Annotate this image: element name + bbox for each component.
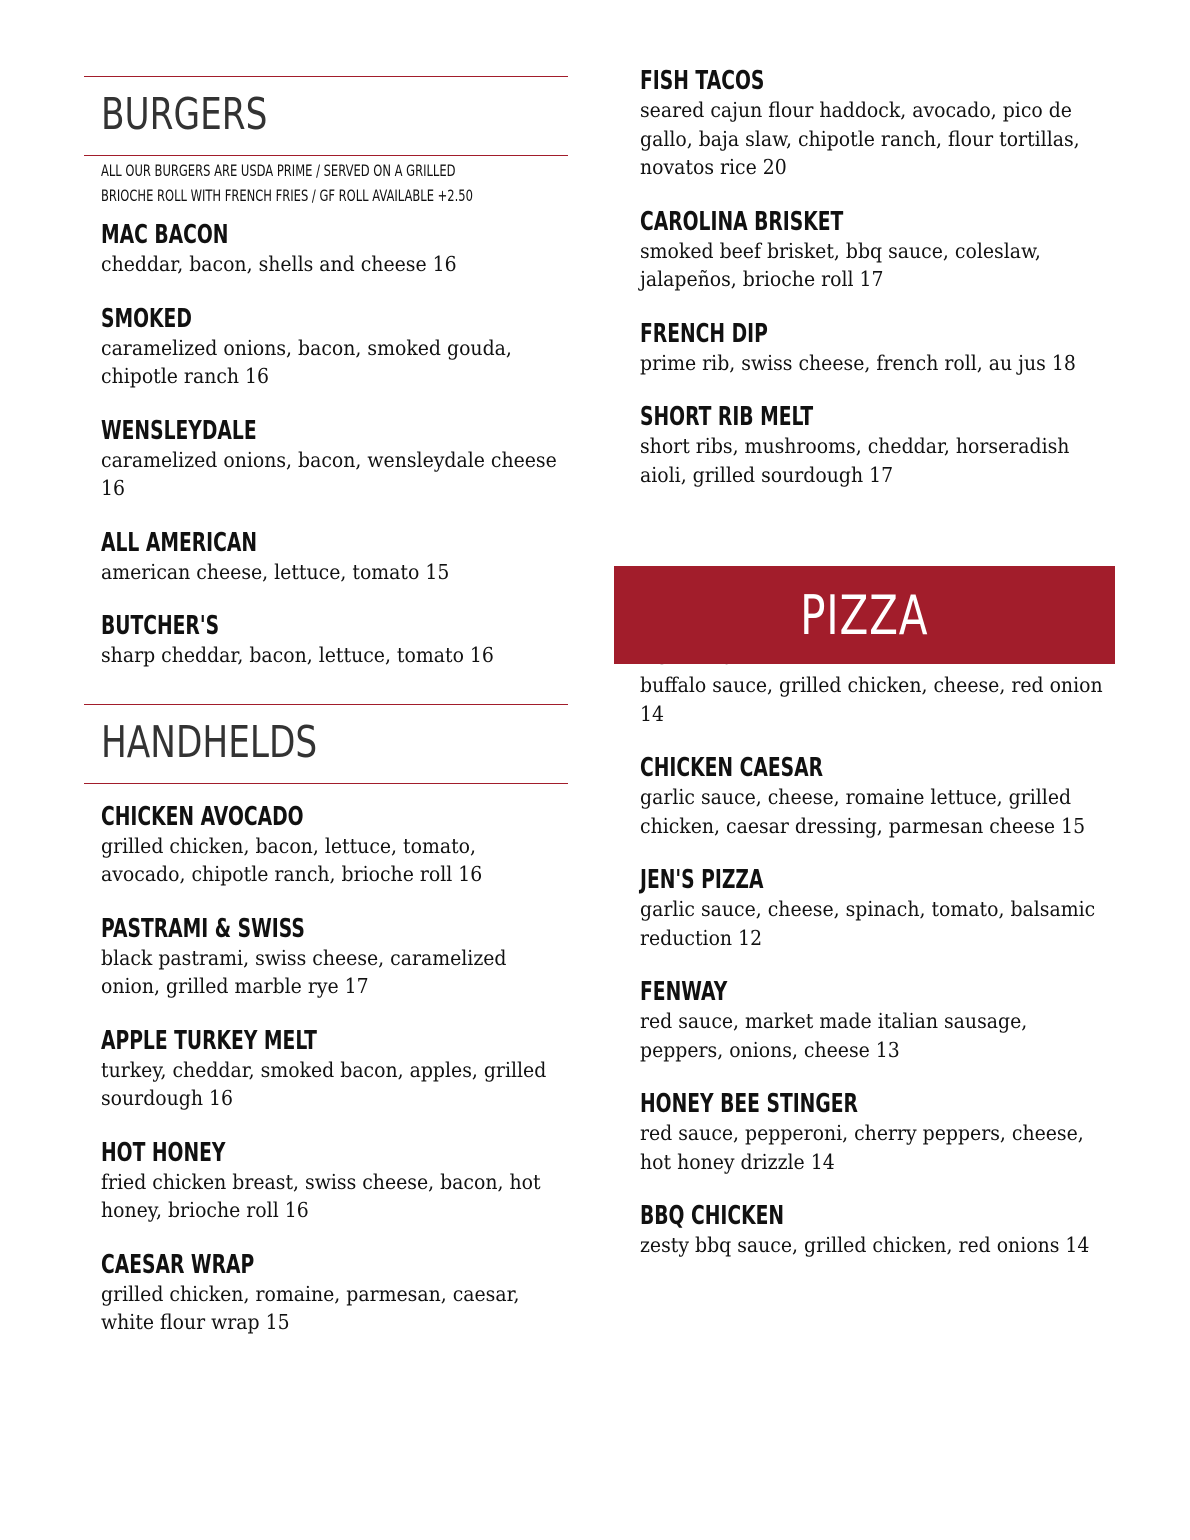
burgers-bottom-rule [84, 155, 568, 156]
menu-item-hot-honey [84, 1138, 568, 1225]
item-description: grilled chicken, romaine, parmesan, caesar, white flour wrap 15 [101, 1281, 520, 1334]
menu-item-fish-tacos [614, 66, 1116, 182]
item-description: short ribs, mushrooms, cheddar, horseradish aioli, grilled sourdough 17 [640, 434, 1070, 487]
item-description: cheddar, bacon, shells and cheese 16 [101, 252, 457, 276]
menu-item-wensleydale [84, 416, 568, 503]
item-name: BUTCHER'S [101, 611, 220, 641]
pizza-banner [614, 566, 1115, 664]
item-description: garlic sauce, cheese, spinach, tomato, balsamic reduction 12 [640, 897, 1096, 950]
item-name: SMOKED [101, 303, 192, 334]
handhelds-top-rule [84, 704, 568, 705]
item-description: sharp cheddar, bacon, lettuce, tomato 16 [101, 643, 494, 667]
item-description: fried chicken breast, swiss cheese, bacon, hot honey, brioche roll 16 [101, 1169, 541, 1222]
item-name: PASTRAMI & SWISS [101, 913, 305, 944]
menu-item-mac-bacon [84, 220, 568, 279]
item-description: prime rib, swiss cheese, french roll, au jus 18 [640, 350, 1076, 375]
menu-item-jens-pizza [614, 865, 1116, 952]
item-name: HONEY BEE STINGER [640, 1089, 858, 1119]
item-description: red sauce, market made italian sausage, peppers, onions, cheese 13 [640, 1009, 1028, 1062]
item-name: CAROLINA BRISKET [640, 206, 844, 237]
menu-item-all-american [84, 528, 568, 587]
menu-item-smoked [84, 304, 568, 391]
item-name: CAESAR WRAP [101, 1249, 255, 1280]
burgers-note-line-2: BRIOCHE ROLL WITH FRENCH FRIES / GF ROLL AVAILABLE +2.50 [101, 186, 473, 205]
item-description: american cheese, lettuce, tomato 15 [101, 559, 450, 584]
item-name: SHORT RIB MELT [640, 402, 814, 432]
left-column [84, 0, 568, 1337]
item-description: smoked beef brisket, bbq sauce, coleslaw, jalapeños, brioche roll 17 [640, 238, 1041, 291]
item-name: BBQ CHICKEN [640, 1201, 785, 1231]
menu-item-short-rib-melt [614, 402, 1116, 489]
menu-item-carolina-brisket [614, 207, 1116, 294]
item-description: red sauce, pepperoni, cherry peppers, cheese, hot honey drizzle 14 [640, 1121, 1084, 1174]
item-description: caramelized onions, bacon, wensleydale cheese 16 [101, 447, 557, 500]
item-name: FISH TACOS [640, 66, 765, 96]
item-description: turkey, cheddar, smoked bacon, apples, grilled sourdough 16 [101, 1057, 547, 1110]
handhelds-title: HANDHELDS [101, 716, 318, 768]
menu-item-french-dip [614, 319, 1116, 378]
item-name: HOT HONEY [101, 1137, 226, 1168]
item-name: MAC BACON [101, 220, 229, 250]
item-name: FENWAY [640, 977, 728, 1007]
item-description: garlic sauce, cheese, romaine lettuce, grilled chicken, caesar dressing, parmesan cheese 15 [640, 785, 1086, 838]
item-name: APPLE TURKEY MELT [101, 1025, 317, 1056]
item-name: CHICKEN AVOCADO [101, 801, 304, 832]
handhelds-bottom-rule [84, 783, 568, 784]
burgers-top-rule [84, 76, 568, 77]
item-description: buffalo sauce, grilled chicken, cheese, red onion 14 [640, 673, 1103, 726]
item-name: FRENCH DIP [640, 318, 768, 349]
menu-item-butchers [84, 611, 568, 670]
menu-item-chicken-avocado [84, 802, 568, 889]
item-name: JEN'S PIZZA [640, 865, 764, 895]
item-description: seared cajun flour haddock, avocado, pico de gallo, baja slaw, chipotle ranch, flour tortillas, novatos rice 20 [640, 98, 1080, 179]
burgers-note [101, 158, 551, 208]
item-description: caramelized onions, bacon, smoked gouda, chipotle ranch 16 [101, 335, 512, 388]
menu-item-bbq-chicken [614, 1201, 1116, 1260]
item-name: ALL AMERICAN [101, 527, 258, 558]
item-description: grilled chicken, bacon, lettuce, tomato, avocado, chipotle ranch, brioche roll 16 [101, 833, 483, 886]
burgers-title: BURGERS [101, 89, 268, 140]
menu-item-pastrami-swiss [84, 914, 568, 1001]
pizza-title: PIZZA [800, 583, 929, 647]
item-name: WENSLEYDALE [101, 415, 257, 446]
menu-item-fenway [614, 977, 1116, 1064]
menu-item-chicken-caesar [614, 753, 1116, 840]
menu-item-honey-bee-stinger [614, 1089, 1116, 1176]
item-name: CHICKEN CAESAR [640, 753, 823, 783]
item-description: zesty bbq sauce, grilled chicken, red onions 14 [640, 1233, 1090, 1257]
item-description: black pastrami, swiss cheese, caramelized onion, grilled marble rye 17 [101, 945, 507, 998]
menu-item-caesar-wrap [84, 1250, 568, 1337]
menu-item-apple-turkey-melt [84, 1026, 568, 1113]
burgers-note-line-1: ALL OUR BURGERS ARE USDA PRIME / SERVED ON A GRILLED [101, 161, 456, 180]
